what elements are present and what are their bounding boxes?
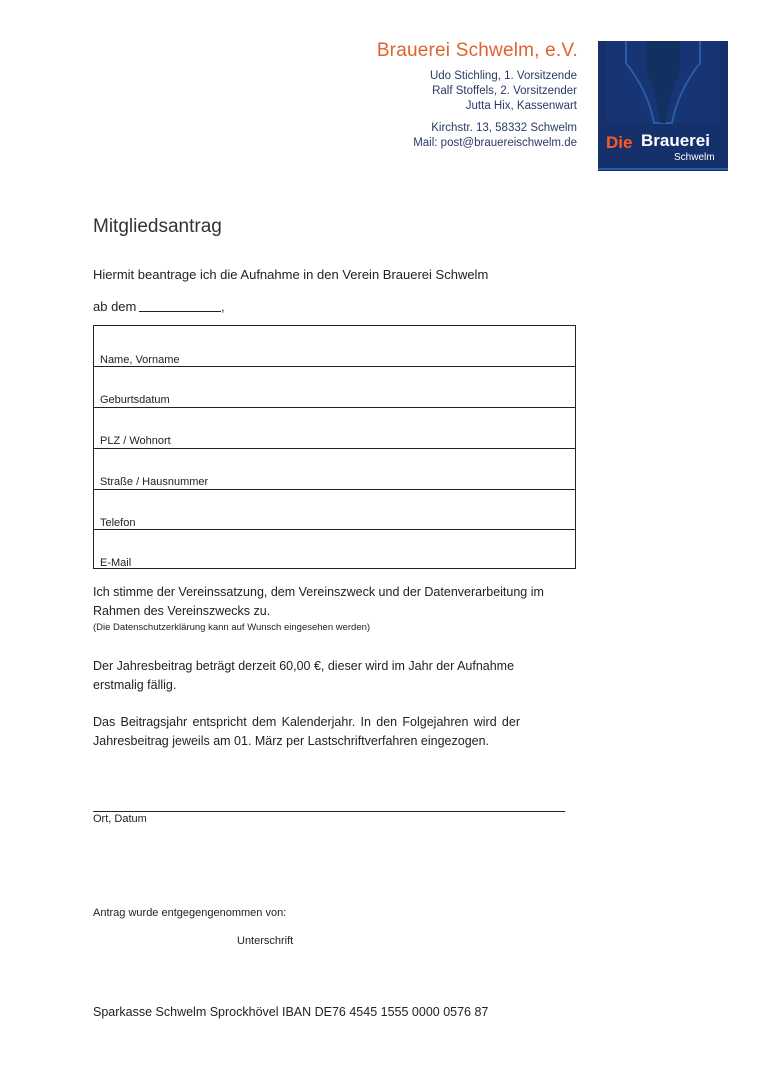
received-by-label: Antrag wurde entgegengenommen von: xyxy=(93,907,287,919)
chairman-line: Udo Stichling, 1. Vorsitzende xyxy=(429,70,577,82)
address-line: Kirchstr. 13, 58332 Schwelm xyxy=(431,122,577,134)
name-label: Name, Vorname xyxy=(100,354,180,366)
start-date-field[interactable] xyxy=(139,311,221,312)
place-date-label: Ort, Datum xyxy=(93,813,147,825)
treasurer-line: Jutta Hix, Kassenwart xyxy=(465,100,577,112)
vice-chairman-line: Ralf Stoffels, 2. Vorsitzender xyxy=(432,85,577,97)
email-field[interactable] xyxy=(94,529,575,570)
birthdate-field[interactable] xyxy=(94,366,575,407)
start-date-label: ab dem xyxy=(93,299,137,314)
street-field[interactable] xyxy=(94,448,575,489)
intro-text: Hiermit beantrage ich die Aufnahme in den Verein Brauerei Schwelm xyxy=(93,267,489,282)
city-field[interactable] xyxy=(94,407,575,448)
logo-brauerei-text: Brauerei xyxy=(641,131,710,150)
email-label: E-Mail xyxy=(100,557,132,569)
contribution-year-text: Das Beitragsjahr entspricht dem Kalenderjahr. In den Folgejahren wird der Jahresbeitrag jeweils am 01. März per Lastschriftverfahren eingezogen. xyxy=(93,715,520,748)
email-line: Mail: post@brauereischwelm.de xyxy=(413,137,577,149)
place-date-field[interactable] xyxy=(93,811,565,812)
organization-name: Brauerei Schwelm, e.V. xyxy=(376,40,578,61)
name-field[interactable] xyxy=(94,326,575,367)
member-form xyxy=(93,325,576,569)
signature-label: Unterschrift xyxy=(237,935,294,947)
consent-text: Ich stimme der Vereinssatzung, dem Vereinszweck und der Datenverarbeitung im Rahmen des Vereinszwecks zu. xyxy=(93,585,544,618)
comma: , xyxy=(221,299,225,314)
bank-details: Sparkasse Schwelm Sprockhövel IBAN DE76 4545 1555 0000 0576 87 xyxy=(93,1005,489,1019)
logo-die-text: Die xyxy=(606,133,633,152)
birthdate-label: Geburtsdatum xyxy=(100,394,170,406)
brewery-logo xyxy=(598,41,728,171)
privacy-note: (Die Datenschutzerklärung kann auf Wunsch eingesehen werden) xyxy=(93,622,371,633)
phone-field[interactable] xyxy=(94,489,575,530)
street-label: Straße / Hausnummer xyxy=(100,476,209,488)
city-label: PLZ / Wohnort xyxy=(100,435,171,447)
logo-city-text: Schwelm xyxy=(674,152,715,163)
document-title: Mitgliedsantrag xyxy=(93,216,222,237)
fee-text: Der Jahresbeitrag beträgt derzeit 60,00 €, dieser wird im Jahr der Aufnahme erstmalig fällig. xyxy=(93,659,515,692)
phone-label: Telefon xyxy=(100,517,136,529)
